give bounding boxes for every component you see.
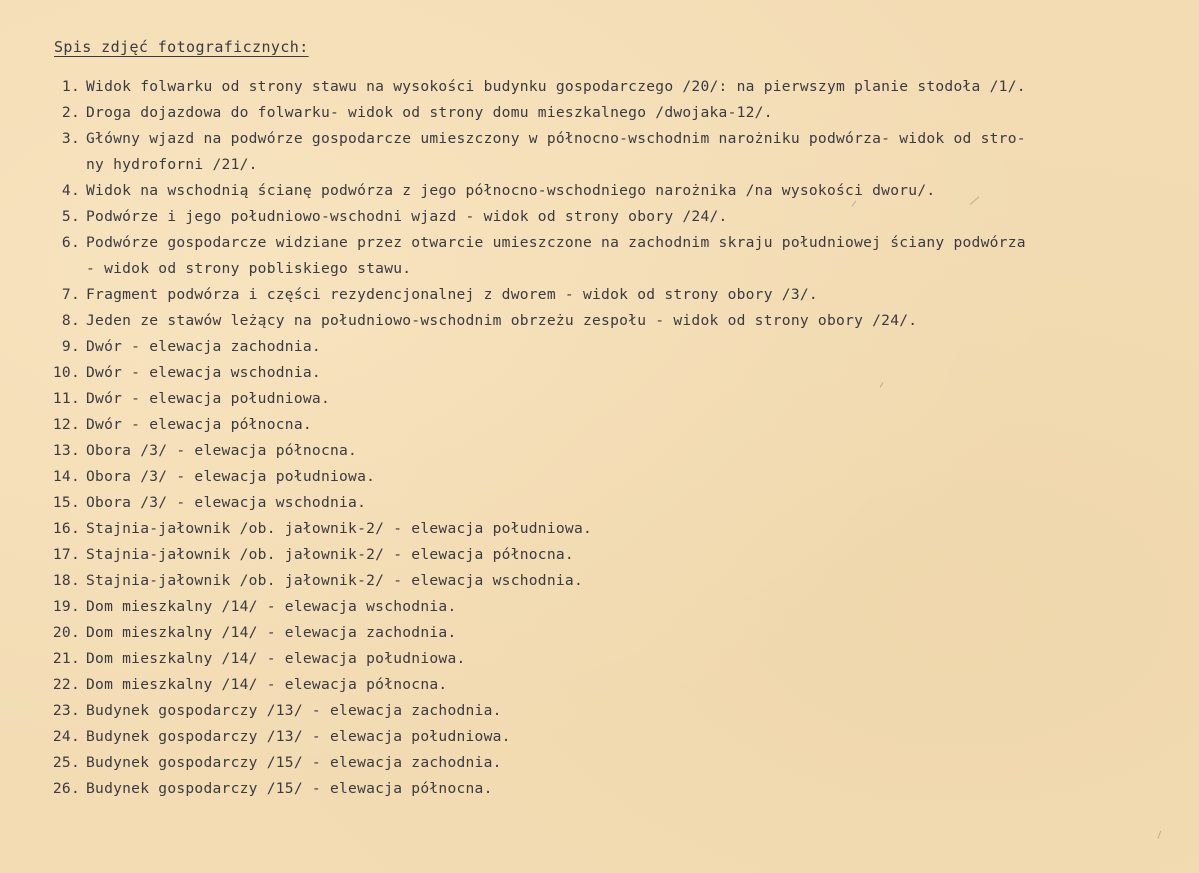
list-item <box>40 724 1180 750</box>
item-text: Dwór - elewacja południowa. <box>86 390 330 407</box>
item-text-continuation: - widok od strony pobliskiego stawu. <box>86 260 412 277</box>
item-number: 17. <box>52 546 80 563</box>
item-text: Fragment podwórza i części rezydencjonalnej z dworem - widok od strony obory /3/. <box>86 286 818 303</box>
item-text: Dom mieszkalny /14/ - elewacja wschodnia. <box>86 598 457 615</box>
item-text: Widok na wschodnią ścianę podwórza z jego północno-wschodniego narożnika /na wysokości dworu/. <box>86 182 936 199</box>
list-item <box>40 334 1180 360</box>
item-number: 14. <box>52 468 80 485</box>
list-item <box>40 412 1180 438</box>
list-item <box>40 776 1180 802</box>
item-number: 26. <box>52 780 80 797</box>
list-item <box>40 698 1180 724</box>
item-text: Obora /3/ - elewacja północna. <box>86 442 358 459</box>
item-text-continuation: ny hydroforni /21/. <box>86 156 258 173</box>
item-number: 20. <box>52 624 80 641</box>
item-number: 8. <box>61 312 80 329</box>
list-item <box>40 360 1180 386</box>
list-item <box>40 646 1180 672</box>
list-item <box>40 74 1180 100</box>
list-item <box>40 386 1180 412</box>
list-item <box>40 464 1180 490</box>
list-item <box>40 438 1180 464</box>
pencil-mark <box>1158 831 1162 839</box>
list-item <box>40 516 1180 542</box>
item-number: 9. <box>61 338 80 355</box>
item-text: Dom mieszkalny /14/ - elewacja północna. <box>86 676 448 693</box>
item-number: 25. <box>52 754 80 771</box>
item-text: Stajnia-jałownik /ob. jałownik-2/ - elewacja południowa. <box>86 520 593 537</box>
item-text: Widok folwarku od strony stawu na wysokości budynku gospodarczego /20/: na pierwszym planie stodoła /1/. <box>86 78 1026 95</box>
list-item <box>40 750 1180 776</box>
list-item <box>40 620 1180 646</box>
item-text: Główny wjazd na podwórze gospodarcze umieszczony w północno-wschodnim narożniku podwórza- widok od stro- <box>86 130 1026 147</box>
list-item <box>40 178 1180 204</box>
item-text: Obora /3/ - elewacja południowa. <box>86 468 376 485</box>
list-item <box>40 230 1180 282</box>
item-number: 6. <box>61 234 80 251</box>
item-number: 24. <box>52 728 80 745</box>
item-text: Budynek gospodarczy /13/ - elewacja południowa. <box>86 728 511 745</box>
item-text: Podwórze gospodarcze widziane przez otwarcie umieszczone na zachodnim skraju południowej ściany podwórza <box>86 234 1026 251</box>
item-text: Dwór - elewacja zachodnia. <box>86 338 321 355</box>
item-number: 12. <box>52 416 80 433</box>
item-number: 2. <box>61 104 80 121</box>
item-number: 7. <box>61 286 80 303</box>
item-text: Jeden ze stawów leżący na południowo-wschodnim obrzeżu zespołu - widok od strony obory /24/. <box>86 312 918 329</box>
item-number: 10. <box>52 364 80 381</box>
item-number: 15. <box>52 494 80 511</box>
item-number: 3. <box>61 130 80 147</box>
list-item <box>40 282 1180 308</box>
list-item <box>40 126 1180 178</box>
item-number: 1. <box>61 78 80 95</box>
item-text: Budynek gospodarczy /15/ - elewacja zachodnia. <box>86 754 502 771</box>
item-number: 19. <box>52 598 80 615</box>
item-text: Dwór - elewacja północna. <box>86 416 312 433</box>
item-text: Budynek gospodarczy /15/ - elewacja północna. <box>86 780 493 797</box>
list-item <box>40 490 1180 516</box>
item-number: 5. <box>61 208 80 225</box>
item-number: 18. <box>52 572 80 589</box>
item-text: Stajnia-jałownik /ob. jałownik-2/ - elewacja północna. <box>86 546 574 563</box>
list-item <box>40 100 1180 126</box>
item-number: 16. <box>52 520 80 537</box>
item-text: Dwór - elewacja wschodnia. <box>86 364 321 381</box>
photo-list <box>40 74 1180 802</box>
item-text: Dom mieszkalny /14/ - elewacja południowa. <box>86 650 466 667</box>
item-number: 22. <box>52 676 80 693</box>
list-item <box>40 672 1180 698</box>
item-text: Droga dojazdowa do folwarku- widok od strony domu mieszkalnego /dwojaka-12/. <box>86 104 773 121</box>
list-item <box>40 308 1180 334</box>
item-number: 23. <box>52 702 80 719</box>
item-number: 4. <box>61 182 80 199</box>
document-title: Spis zdjęć fotograficznych: <box>54 38 309 56</box>
item-text: Dom mieszkalny /14/ - elewacja zachodnia. <box>86 624 457 641</box>
list-item <box>40 594 1180 620</box>
list-item <box>40 542 1180 568</box>
item-text: Podwórze i jego południowo-wschodni wjazd - widok od strony obory /24/. <box>86 208 728 225</box>
item-text: Obora /3/ - elewacja wschodnia. <box>86 494 367 511</box>
item-text: Budynek gospodarczy /13/ - elewacja zachodnia. <box>86 702 502 719</box>
item-number: 21. <box>52 650 80 667</box>
list-item <box>40 204 1180 230</box>
item-number: 13. <box>52 442 80 459</box>
item-text: Stajnia-jałownik /ob. jałownik-2/ - elewacja wschodnia. <box>86 572 583 589</box>
item-number: 11. <box>52 390 80 407</box>
list-item <box>40 568 1180 594</box>
